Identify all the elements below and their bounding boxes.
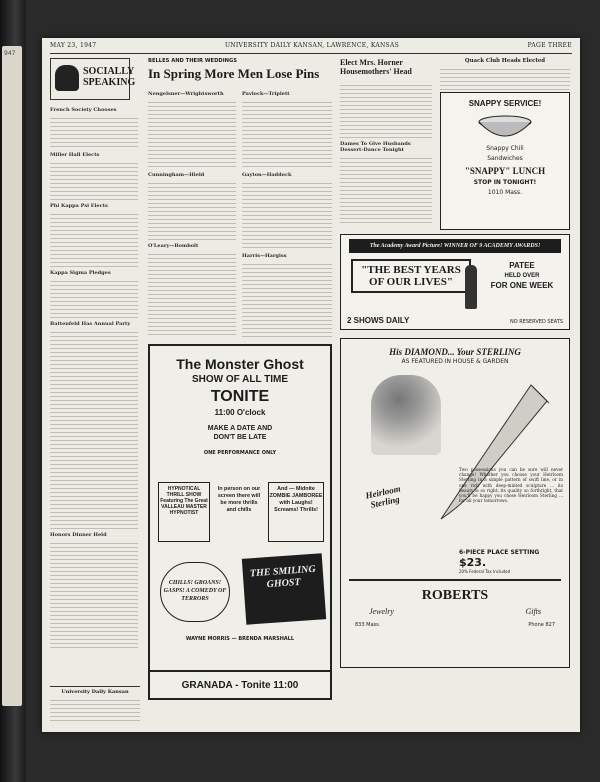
oscar-statuette-icon: [465, 265, 477, 309]
monster-date2: DON'T BE LATE: [213, 434, 267, 441]
film-title: "THE BEST YEARS OF OUR LIVES": [351, 259, 471, 293]
snappy-line6: 1010 Mass.: [487, 189, 523, 196]
snappy-lunch-ad: [440, 92, 570, 230]
wedding-item: Nengelsner—Wrightsworth: [148, 91, 224, 97]
monster-time: 11:00 O'clock: [214, 408, 266, 417]
snappy-line2: Snappy Chili: [486, 145, 524, 152]
bowl-icon: [475, 112, 535, 142]
snappy-line4: "SNAPPY" LUNCH: [464, 166, 546, 176]
masthead: [50, 42, 572, 54]
footer-title: University Daily Kansan: [61, 689, 129, 695]
society-item: French Society Chooses: [50, 107, 117, 113]
roberts-name: ROBERTS: [421, 588, 489, 603]
wedding-item: Pavlock—Triplett: [242, 91, 290, 97]
quick-club-story: [440, 58, 570, 90]
masthead-page: PAGE THREE: [527, 42, 572, 49]
society-heading-box: [50, 58, 136, 100]
monster-tonite: TONITE: [210, 388, 270, 405]
shows-daily: 2 SHOWS DAILY: [347, 316, 410, 325]
binder-tab: [2, 46, 22, 706]
academy-ribbon: The Academy Award Picture! WINNER OF 9 ACADEMY AWARDS!: [349, 239, 561, 253]
weddings-column-left: [148, 88, 236, 338]
wedding-item: Gayton—Haddock: [242, 172, 292, 178]
academy-award-ad: [340, 234, 570, 330]
society-title: SOCIALLY SPEAKING: [83, 66, 136, 88]
sterling-headline: His DIAMOND... Your STERLING: [389, 347, 521, 357]
society-figure-icon: [55, 65, 79, 91]
chills-badge: CHILLS! GROANS! GASPS! A COMEDY OF TERRORS: [160, 562, 230, 622]
society-item: Battenfeld Has Annual Party: [50, 321, 131, 327]
weddings-column-right: [242, 88, 332, 338]
fork-icon: [421, 379, 561, 529]
society-item: Miller Hall Elects: [50, 152, 100, 158]
patee-block: PATEE HELD OVER FOR ONE WEEK: [490, 261, 554, 290]
sterling-copy: Two possessions you can be sure will never change! Whether you choose your Heirloom Sterling in a simple pattern of swift line, or in one rich with deep-minted sculpture ... its beauty is so right, its quality so forthright, that you'll be happy you chose Heirloom Sterling ... for all your tomorrows.: [459, 467, 563, 504]
elect-column: [340, 82, 432, 230]
wedding-item: Harris—Hargiss: [242, 253, 287, 259]
masthead-title: UNIVERSITY DAILY KANSAN, LAWRENCE, KANSAS: [224, 42, 400, 49]
newspaper-page: [42, 38, 580, 732]
monster-date1: MAKE A DATE AND: [207, 425, 273, 432]
binder-edge: [0, 0, 26, 782]
masthead-date: MAY 23, 1947: [50, 42, 97, 49]
monster-ghost-ad: [148, 344, 332, 700]
society-item: Kappa Sigma Pledges: [50, 270, 111, 276]
roberts-gifts-label: Gifts: [525, 607, 541, 616]
elect-subhead: Dames To Give Husbands Dessert-Dance Tonight: [340, 141, 411, 153]
screen-thrills: In person on our screen there will be more thrills and chills: [217, 486, 261, 513]
quick-club-headline: Quack Club Heads Elected: [464, 58, 546, 64]
roberts-address: 833 Mass.: [355, 622, 381, 628]
snappy-line5: STOP IN TONIGHT!: [473, 179, 537, 186]
roberts-jewelry-label: Jewelry: [369, 607, 394, 616]
thrill-show-box: HYPNOTICAL THRILL SHOW Featuring The Great VALLEAU MASTER HYPNOTIST: [158, 482, 210, 542]
weddings-headline: In Spring More Men Lose Pins: [148, 66, 320, 81]
wedding-item: O'Leary—Bombolt: [148, 243, 199, 249]
society-item: Honors Dinner Held: [50, 532, 107, 538]
elect-headline: Elect Mrs. Horner Housemothers' Head: [340, 58, 412, 76]
snappy-line1: SNAPPY SERVICE!: [468, 99, 542, 108]
smiling-ghost-title: THE SMILING GHOST: [242, 553, 326, 624]
granada-banner: GRANADA - Tonite 11:00: [150, 670, 330, 698]
no-reserved-seats: NO RESERVED SEATS: [509, 319, 563, 325]
binder-label: 947: [4, 50, 16, 57]
sterling-subhead: AS FEATURED IN HOUSE & GARDEN: [401, 358, 509, 365]
sterling-price: 6-PIECE PLACE SETTING $23. 20% Federal Tax Included: [459, 549, 540, 574]
weddings-section-label: BELLES AND THEIR WEDDINGS: [148, 58, 237, 64]
zombie-jamboree-box: And — Midnite ZOMBIE JAMBOREE with Laughs! Screams! Thrills!: [268, 482, 324, 542]
snappy-line3: Sandwiches: [487, 155, 523, 162]
monster-show: SHOW OF ALL TIME: [191, 374, 289, 385]
roberts-jewelry: [349, 579, 561, 657]
monster-perf: ONE PERFORMANCE ONLY: [203, 450, 277, 456]
monster-title: The Monster Ghost: [176, 356, 304, 372]
kansan-footer: [50, 686, 140, 728]
sterling-ad: [340, 338, 570, 668]
society-column: [50, 104, 138, 682]
roberts-phone: Phone 827: [528, 622, 555, 628]
wedding-item: Cunningham—Hield: [148, 172, 205, 178]
heirloom-pattern: Heirloom Sterling: [364, 483, 402, 510]
society-item: Phi Kappa Psi Elects: [50, 203, 108, 209]
film-stars: WAYNE MORRIS — BRENDA MARSHALL: [185, 636, 295, 642]
